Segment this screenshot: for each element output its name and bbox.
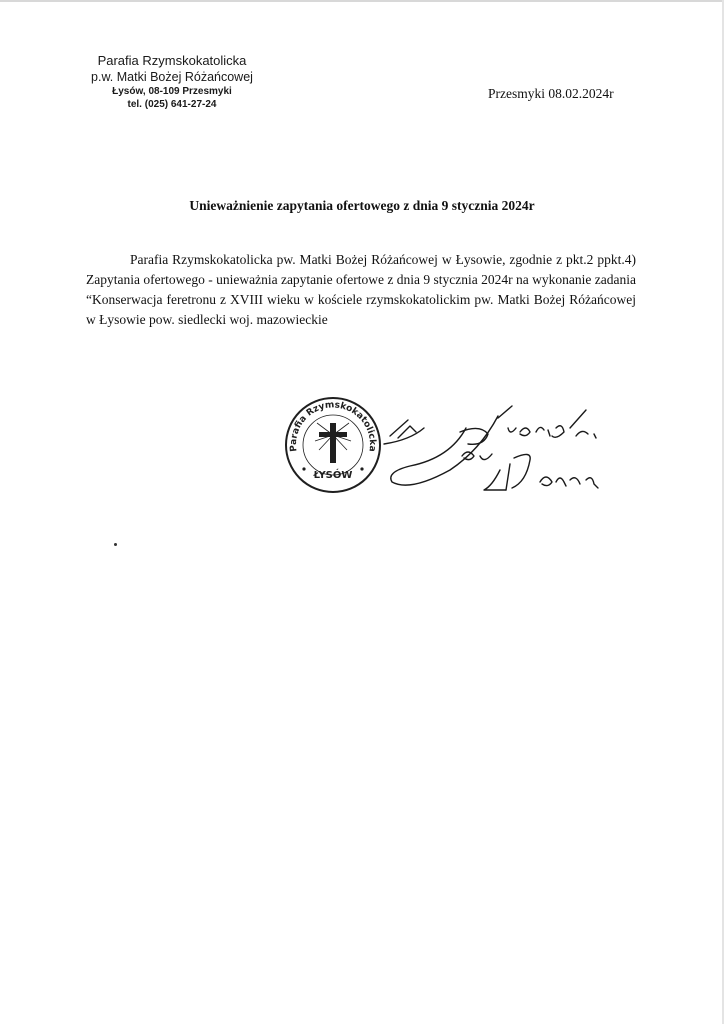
letterhead-org-name: Parafia Rzymskokatolicka	[97, 53, 247, 68]
scan-top-edge	[0, 0, 724, 2]
letterhead-address: Łysów, 08-109 Przesmyki	[112, 86, 232, 97]
document-body: Parafia Rzymskokatolicka pw. Matki Bożej Różańcowej w Łysowie, zgodnie z pkt.2 ppkt.4) Zapytania ofertowego - unieważnia zapytanie ofertowe z dnia 9 stycznia 2024r na wykonanie zadania “Konserwacja feretronu z XVIII wieku w kościele rzymskokatolickim pw. Matki Bożej Różańcowej w Łysowie pow. siedlecki woj. mazowieckie	[86, 252, 636, 327]
document-title: Unieważnienie zapytania ofertowego z dnia 9 stycznia 2024r	[189, 198, 535, 213]
parish-seal-icon	[283, 395, 383, 495]
handwritten-signature	[380, 398, 620, 508]
letterhead-phone: tel. (025) 641-27-24	[127, 99, 217, 110]
document-date: Przesmyki 08.02.2024r	[488, 86, 614, 101]
letterhead-org-sub: p.w. Matki Bożej Różańcowej	[91, 70, 253, 84]
svg-text:Parafia Rzymskokatolicka: Parafia Rzymskokatolicka	[288, 400, 378, 453]
letterhead	[72, 52, 272, 111]
cross-icon	[315, 423, 351, 463]
scan-speck	[114, 543, 117, 546]
svg-text:ŁYSÓW: ŁYSÓW	[313, 470, 353, 481]
